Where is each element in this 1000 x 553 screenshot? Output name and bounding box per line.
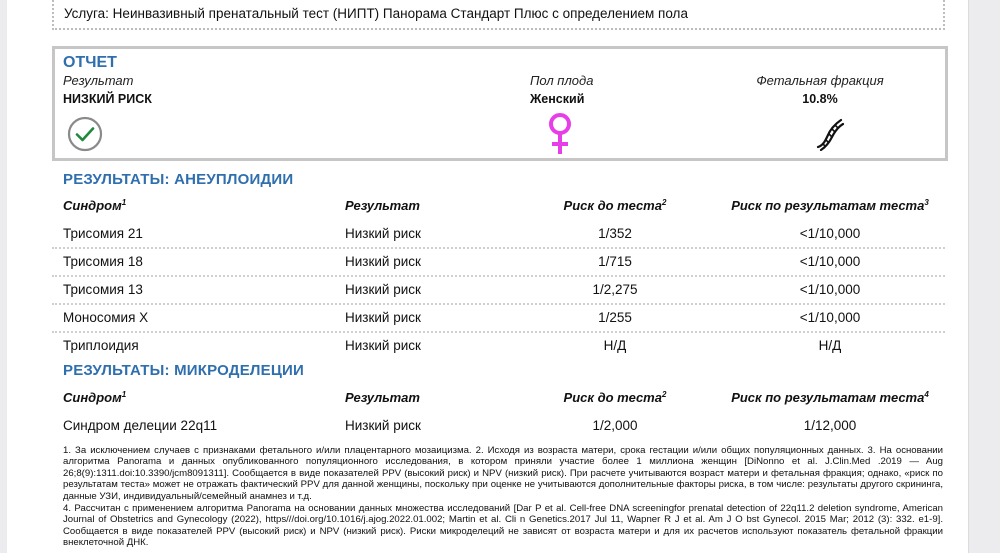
row-result: Низкий риск [345,310,421,325]
row-syndrome: Трисомия 18 [63,254,143,269]
footnotes [63,445,943,550]
row-post-risk: Н/Д [818,338,842,353]
header-post-test-risk: Риск по результатам теста$^3$ [731,198,929,213]
row-syndrome: Моносомия X [63,310,149,325]
aneuploidy-section-title: РЕЗУЛЬТАТЫ: АНЕУПЛОИДИИ [63,171,294,188]
scrollbar-track[interactable] [968,0,1000,553]
row-divider [52,331,945,333]
fetal-fraction-label: Фетальная фракция [756,73,884,88]
row-result: Низкий риск [345,226,421,241]
row-divider [52,247,945,249]
header-result: Результат [345,198,420,213]
row-pre-risk: 1/715 [598,254,632,269]
service-box [52,0,945,30]
footnote-1-3: 1. За исключением случаев с признаками фетального и/или плацентарного мозаицизма. 2. Исходя из возраста матери, срока гестации и/или общих популяционных данных. 3. На основании алгоритма Panorama и данных опубликованного популяционного исследования, в котором приняли участие более 1 миллиона женщин [DiNonno et al. J.Clin.Med .2019 — Aug 26;8(9):1311.doi:10.3390/jcm8091311]. Сообщается в виде показателей PPV (высокий риск) и NPV (низкий риск). При расчете учитываются возраст матери и фетальная фракция; однако, «риск по результатам теста» может не отражать фактический PPV для данной женщины, поскольку при оценке не учитываются дополнительные факторы риска, в том числе: результаты другого скрининга, данные УЗИ, индивидуальный/семейный анамнез и т.д. [63,445,943,502]
result-value: НИЗКИЙ РИСК [63,92,152,106]
row-result: Низкий риск [345,338,421,353]
row-syndrome: Триплоидия [63,338,139,353]
row-pre-risk: 1/2,000 [592,418,638,433]
microdeletion-section-title: РЕЗУЛЬТАТЫ: МИКРОДЕЛЕЦИИ [63,362,304,379]
check-circle-icon [67,116,103,152]
header-pre-test-risk: Риск до теста$^2$ [563,390,667,405]
header-syndrome: Синдром$^1$ [63,198,127,213]
row-post-risk: <1/10,000 [799,310,861,325]
fetal-fraction-column [755,73,885,106]
row-syndrome: Синдром делеции 22q11 [63,418,218,433]
row-result: Низкий риск [345,418,421,433]
result-column [63,73,152,106]
row-pre-risk: 1/352 [598,226,632,241]
dna-icon [815,115,845,151]
row-divider [52,275,945,277]
header-result: Результат [345,390,420,405]
fetal-sex-value: Женский [530,92,585,106]
row-post-risk: <1/10,000 [799,226,861,241]
result-label: Результат [63,73,134,88]
row-pre-risk: 1/255 [598,310,632,325]
left-page-margin [0,0,7,553]
footnote-4: 4. Рассчитан с применением алгоритма Panorama на основании данных множества исследований [Dar P et al. Cell-free DNA screeningfor prenatal detection of 22q11.2 deletion syndrome, American Journal of Obstetrics and Gynecology (2022), https///doi.org/10.1016/j.ajog.2022.01.002; Martin et al. Cli n Genetics.2017 Jul 11, Wapner R J et al. Am J O bst Gynecol. 2015 Mar; 2012 (3): 332. e1-9]. Сообщается в виде показателей PPV (высокий риск) и NPV (низкий риск). Риски микроделеций не зависят от возраста матери и для их расчетов используют показатель фетальной фракции внеклеточной ДНК. [63,503,943,549]
row-post-risk: <1/10,000 [799,254,861,269]
service-text: Услуга: Неинвазивный пренатальный тест (НИПТ) Панорама Стандарт Плюс с определением пола [64,6,688,21]
row-syndrome: Трисомия 13 [63,282,143,297]
report-summary-box [52,46,948,161]
row-pre-risk: 1/2,275 [592,282,638,297]
female-symbol-icon [547,112,573,156]
fetal-fraction-value: 10.8% [802,92,838,106]
row-syndrome: Трисомия 21 [63,226,143,241]
row-pre-risk: Н/Д [603,338,627,353]
row-post-risk: <1/10,000 [799,282,861,297]
fetal-sex-label: Пол плода [530,73,594,88]
header-syndrome: Синдром$^1$ [63,390,127,405]
row-result: Низкий риск [345,254,421,269]
report-title: ОТЧЕТ [63,54,117,71]
row-result: Низкий риск [345,282,421,297]
header-post-test-risk: Риск по результатам теста$^4$ [731,390,929,405]
header-pre-test-risk: Риск до теста$^2$ [563,198,667,213]
row-post-risk: 1/12,000 [803,418,857,433]
fetal-sex-column [530,73,610,106]
row-divider [52,303,945,305]
